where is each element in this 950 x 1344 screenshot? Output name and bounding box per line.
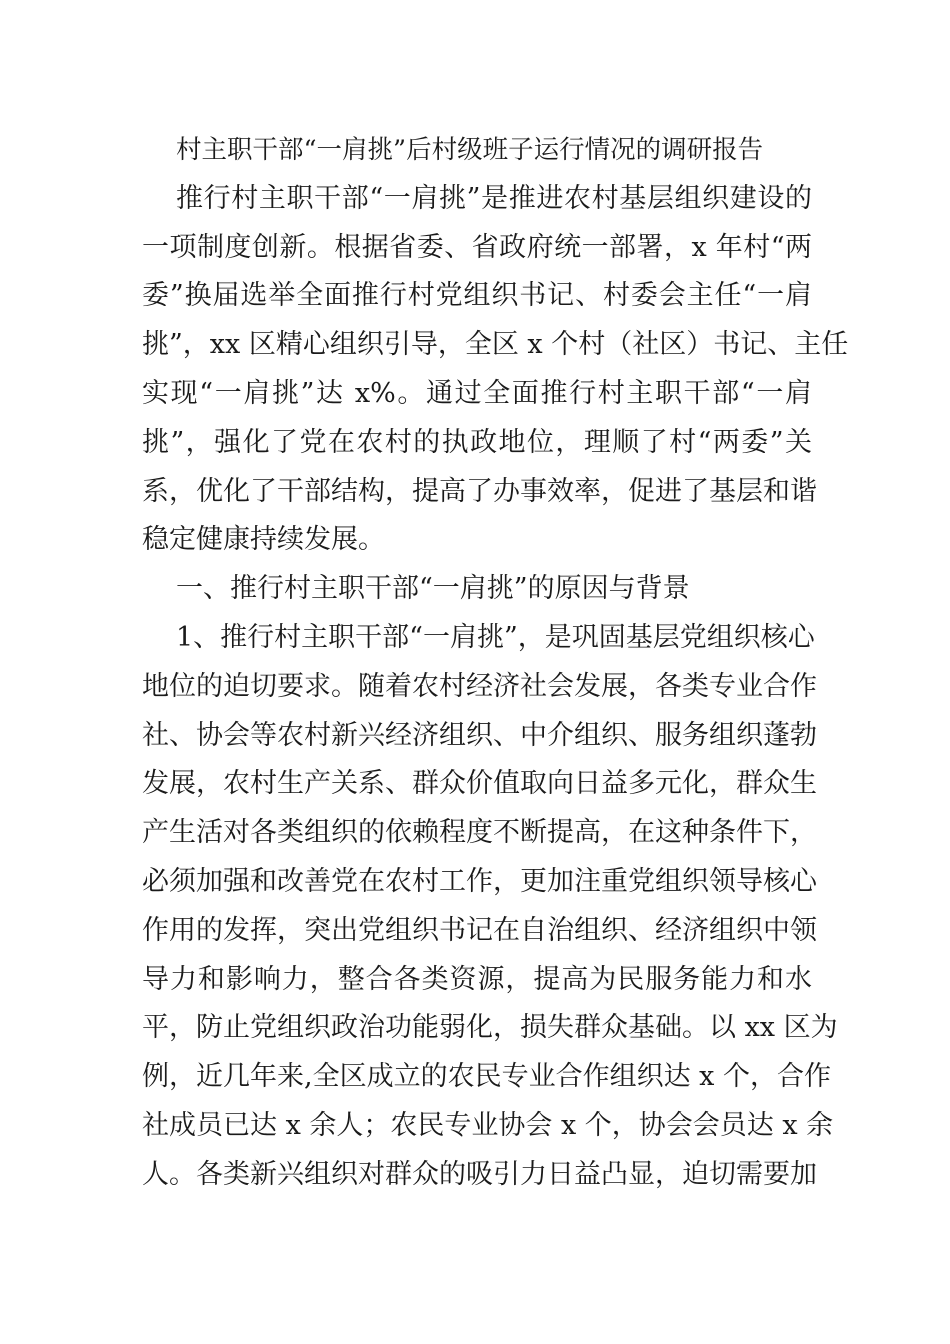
- paragraph-line: 稳定健康持续发展。: [142, 524, 385, 556]
- section-paragraph: [142, 614, 838, 1200]
- paragraph-line: 必须加强和改善党在农村工作，更加注重党组织领导核心: [142, 865, 817, 897]
- paragraph-line: 推行村主职干部“一肩挑”是推进农村基层组织建设的: [176, 182, 812, 214]
- paragraph-line: 发展，农村生产关系、群众价值取向日益多元化，群众生: [142, 768, 817, 800]
- intro-paragraph: [142, 175, 849, 565]
- paragraph-line: 社成员已达 x 余人；农民专业协会 x 个，协会会员达 x 余: [142, 1109, 834, 1141]
- paragraph-line: 人。各类新兴组织对群众的吸引力日益凸显，迫切需要加: [142, 1158, 817, 1190]
- paragraph-line: 导力和影响力，整合各类资源，提高为民服务能力和水: [142, 963, 812, 995]
- document-title: 村主职干部“一肩挑”后村级班子运行情况的调研报告: [176, 135, 764, 165]
- paragraph-line: 例，近几年来,全区成立的农民专业合作组织达 x 个，合作: [142, 1061, 831, 1093]
- paragraph-line: 系，优化了干部结构，提高了办事效率，促进了基层和谐: [142, 475, 817, 507]
- paragraph-line: 1、推行村主职干部“一肩挑”，是巩固基层党组织核心: [176, 621, 815, 653]
- paragraph-line: 挑”，xx 区精心组织引导，全区 x 个村（社区）书记、主任: [142, 329, 849, 361]
- document-body: [142, 126, 849, 1200]
- paragraph-line: 委”换届选举全面推行村党组织书记、村委会主任“一肩: [142, 280, 812, 312]
- paragraph-line: 地位的迫切要求。随着农村经济社会发展，各类专业合作: [142, 670, 817, 702]
- paragraph-line: 平，防止党组织政治功能弱化，损失群众基础。以 xx 区为: [142, 1012, 838, 1044]
- paragraph-line: 社、协会等农村新兴经济组织、中介组织、服务组织蓬勃: [142, 719, 817, 751]
- paragraph-line: 产生活对各类组织的依赖程度不断提高，在这种条件下，: [142, 817, 817, 849]
- paragraph-line: 一项制度创新。根据省委、省政府统一部署，x 年村“两: [142, 231, 812, 263]
- paragraph-line: 挑”，强化了党在农村的执政地位，理顺了村“两委”关: [142, 426, 812, 458]
- paragraph-line: 作用的发挥，突出党组织书记在自治组织、经济组织中领: [142, 914, 817, 946]
- section-heading: 一、推行村主职干部“一肩挑”的原因与背景: [176, 573, 690, 605]
- paragraph-line: 实现“一肩挑”达 x%。通过全面推行村主职干部“一肩: [142, 377, 812, 409]
